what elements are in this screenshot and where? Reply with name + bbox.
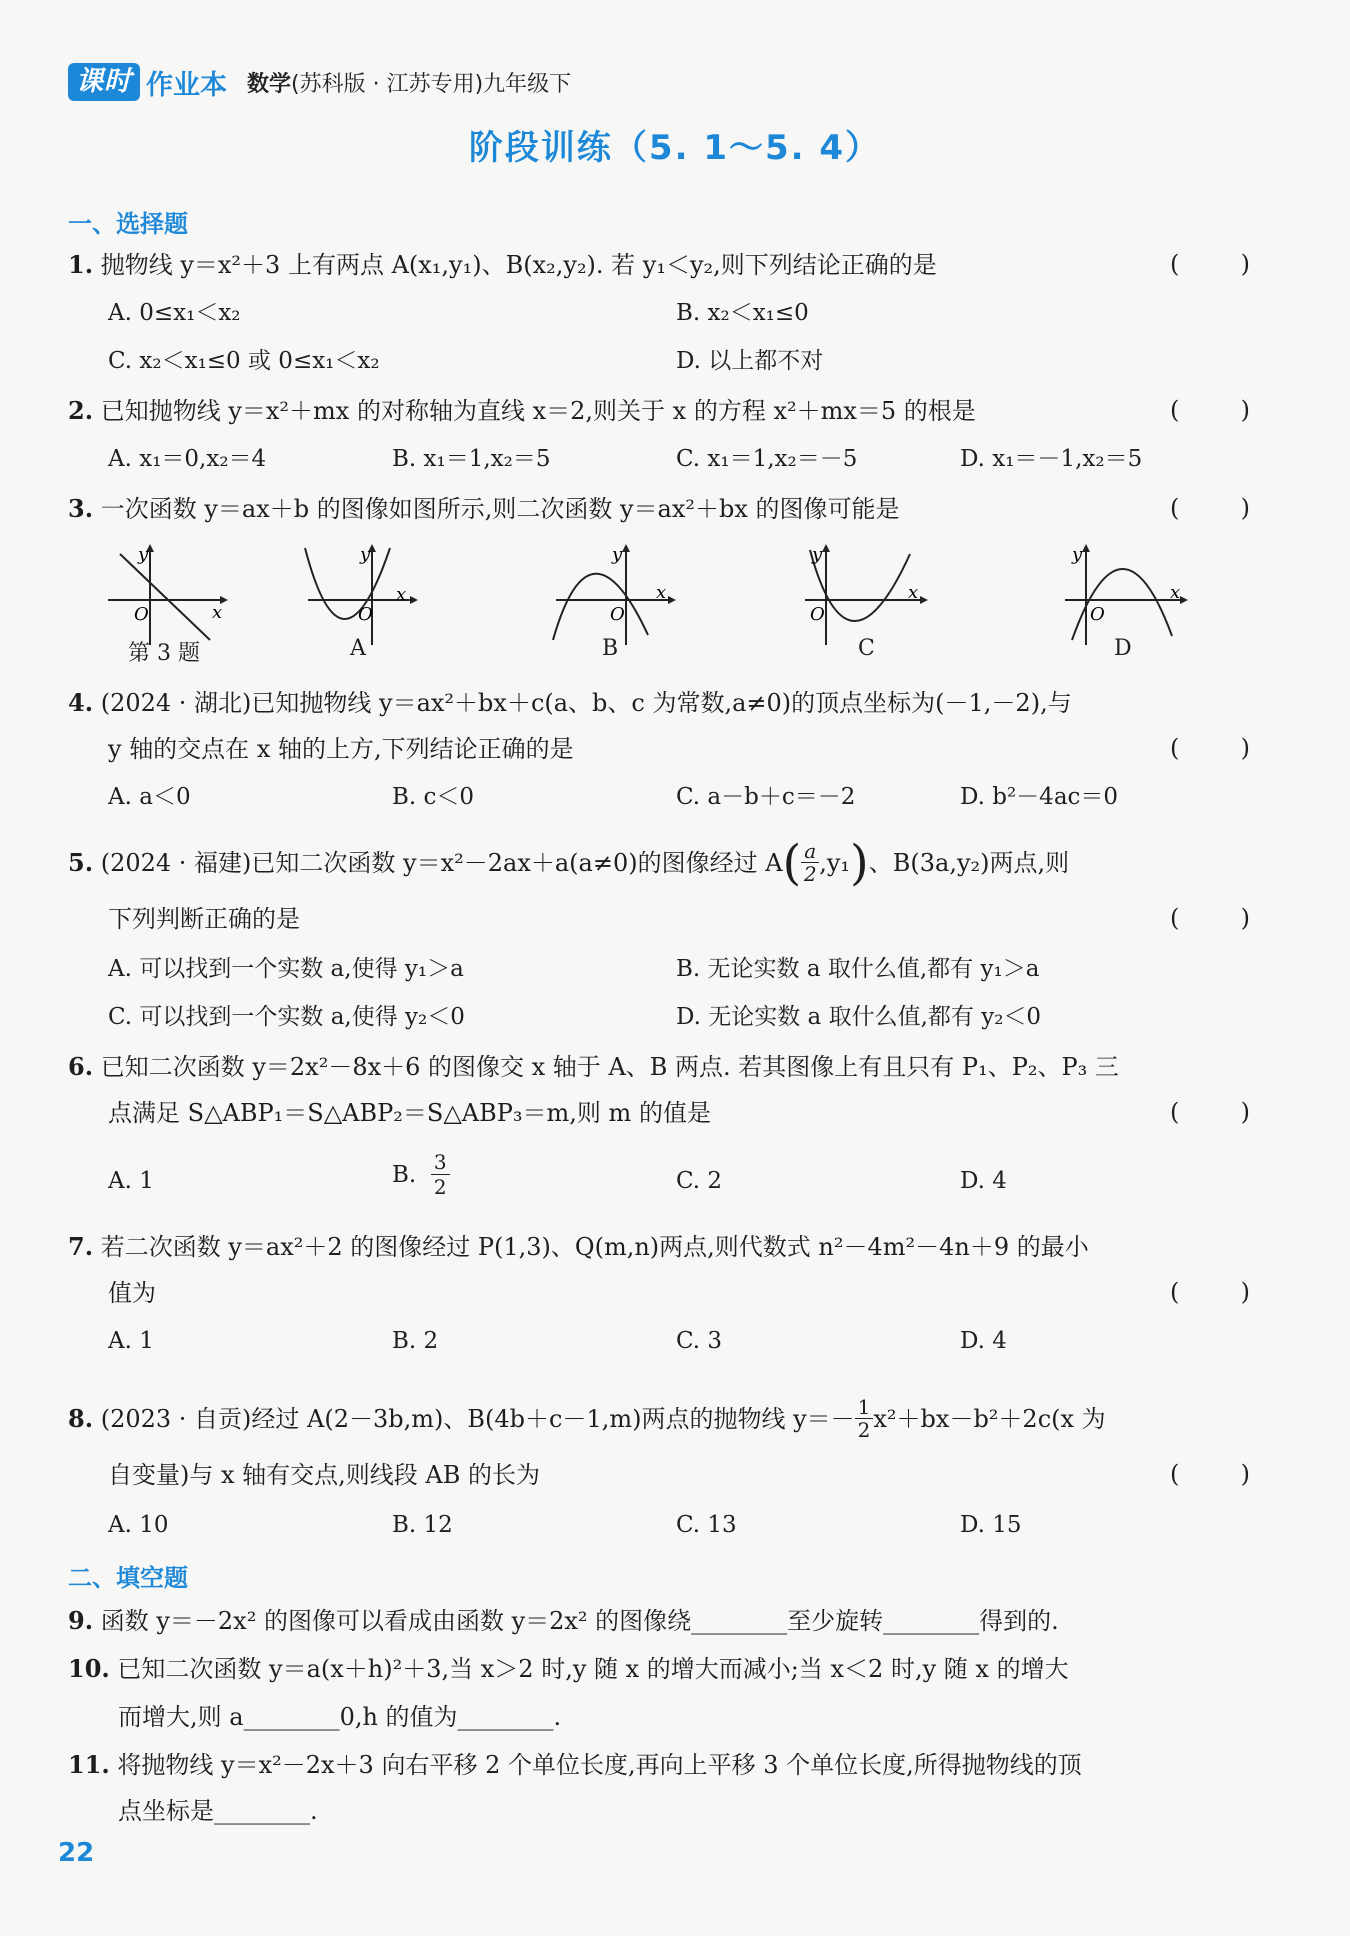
question-11	[68, 1750, 1082, 1780]
svg-text:x: x	[908, 582, 919, 603]
option-label-c: C	[858, 636, 875, 661]
option-c: C. 3	[676, 1328, 723, 1354]
question-stem: (2023 · 自贡)经过 A(2－3b,m)、B(4b＋c－1,m)两点的抛物线 y＝－	[100, 1404, 855, 1433]
option-a: A. 可以找到一个实数 a,使得 y₁＞a	[108, 956, 464, 982]
question-1	[68, 250, 937, 280]
question-stem: 已知二次函数 y＝a(x＋h)²＋3,当 x＞2 时,y 随 x 的增大而减小;当 x＜2 时,y 随 x 的增大	[117, 1655, 1069, 1683]
question-number: 6.	[68, 1052, 94, 1081]
question-stem: 若二次函数 y＝ax²＋2 的图像经过 P(1,3)、Q(m,n)两点,则代数式 n²－4m²－4n＋9 的最小	[100, 1233, 1089, 1261]
svg-text:x: x	[396, 584, 407, 605]
option-d: D. 15	[960, 1512, 1022, 1538]
svg-text:y: y	[812, 544, 823, 565]
figure-option-c	[800, 540, 930, 650]
svg-text:O: O	[810, 604, 825, 625]
fraction-3-over-2: 3 2	[431, 1150, 450, 1199]
page-title: 阶段训练（5. 1～5. 4）	[468, 128, 882, 168]
option-b: B. 12	[392, 1512, 453, 1538]
svg-text:y: y	[360, 544, 371, 565]
question-stem: (2024 · 福建)已知二次函数 y＝x²－2ax＋a(a≠0)的图像经过 A	[100, 848, 783, 877]
option-b: B. 2	[392, 1328, 439, 1354]
book-info: (苏科版 · 江苏专用)九年级下	[291, 71, 572, 97]
question-stem[interactable]: 函数 y＝－2x² 的图像可以看成由函数 y＝2x² 的图像绕________至少旋转________得到的.	[100, 1607, 1059, 1635]
svg-text:O: O	[358, 604, 373, 625]
option-a: A. a＜0	[108, 784, 191, 810]
option-a: A. 0≤x₁＜x₂	[108, 300, 241, 326]
option-b: B. x₁＝1,x₂＝5	[392, 446, 551, 472]
answer-paren[interactable]: ( )	[1170, 250, 1250, 278]
question-10	[68, 1654, 1069, 1684]
svg-text:y: y	[1072, 544, 1083, 565]
option-d: D. 4	[960, 1328, 1007, 1354]
question-5: 5. (2024 · 福建)已知二次函数 y＝x²－2ax＋a(a≠0)的图像经过 A ( a 2 ,y₁ ) 、B(3a,y₂)两点,则	[68, 834, 1070, 891]
question-number: 3.	[68, 494, 94, 523]
option-b: B. x₂＜x₁≤0	[676, 300, 809, 326]
question-4-line2: y 轴的交点在 x 轴的上方,下列结论正确的是	[108, 735, 574, 763]
question-number: 8.	[68, 1403, 94, 1433]
option-c: C. a－b＋c＝－2	[676, 784, 856, 810]
answer-paren[interactable]: ( )	[1170, 1098, 1250, 1126]
svg-text:O: O	[134, 604, 149, 625]
option-d: D. b²－4ac＝0	[960, 784, 1119, 810]
brand-logo	[68, 63, 227, 102]
question-7-line2: 值为	[108, 1279, 156, 1307]
fraction-a-over-2: a 2	[801, 840, 819, 885]
answer-paren[interactable]: ( )	[1170, 734, 1250, 762]
svg-text:y: y	[138, 544, 149, 565]
question-number: 9.	[68, 1606, 94, 1635]
svg-text:O: O	[1090, 604, 1105, 625]
question-9	[68, 1606, 1059, 1636]
question-6-line2: 点满足 S△ABP₁＝S△ABP₂＝S△ABP₃＝m,则 m 的值是	[108, 1099, 711, 1127]
question-number: 10.	[68, 1654, 110, 1683]
section-heading-fill: 二、填空题	[68, 1564, 188, 1592]
figure-caption: 第 3 题	[128, 641, 200, 666]
page-header	[68, 62, 571, 102]
question-stem: (2024 · 湖北)已知抛物线 y＝ax²＋bx＋c(a、b、c 为常数,a≠0)的顶点坐标为(－1,－2),与	[100, 689, 1072, 717]
option-a: A. 1	[108, 1168, 154, 1194]
page-number: 22	[58, 1838, 95, 1868]
question-8-line2: 自变量)与 x 轴有交点,则线段 AB 的长为	[108, 1461, 541, 1489]
figure-q3-linear	[100, 540, 230, 650]
option-c: C. x₁＝1,x₂＝－5	[676, 446, 858, 472]
question-5-line2: 下列判断正确的是	[108, 905, 300, 933]
question-8: 8. (2023 · 自贡)经过 A(2－3b,m)、B(4b＋c－1,m)两点的抛物线 y＝－ 1 2 x²＋bx－b²＋2c(x 为	[68, 1395, 1106, 1442]
subject-label: 数学	[247, 71, 292, 97]
option-b: B. 3 2	[392, 1150, 450, 1199]
option-d: D. x₁＝－1,x₂＝5	[960, 446, 1143, 472]
question-number: 2.	[68, 396, 94, 425]
figure-option-d	[1060, 540, 1190, 650]
svg-text:x: x	[1170, 582, 1181, 603]
logo-main-text: 课时	[68, 63, 140, 101]
answer-paren[interactable]: ( )	[1170, 494, 1250, 522]
svg-text:x: x	[212, 602, 223, 623]
svg-text:O: O	[610, 604, 625, 625]
question-stem: 已知抛物线 y＝x²＋mx 的对称轴为直线 x＝2,则关于 x 的方程 x²＋mx＝5 的根是	[100, 397, 976, 425]
option-c: C. 13	[676, 1512, 737, 1538]
figure-option-a	[300, 540, 420, 650]
option-d: D. 以上都不对	[676, 348, 824, 374]
option-c: C. x₂＜x₁≤0 或 0≤x₁＜x₂	[108, 348, 380, 374]
option-label-b: B	[602, 636, 619, 661]
question-stem: 抛物线 y＝x²＋3 上有两点 A(x₁,y₁)、B(x₂,y₂). 若 y₁＜y₂,则下列结论正确的是	[100, 251, 937, 279]
question-10-line2[interactable]: 而增大,则 a________0,h 的值为________.	[118, 1703, 562, 1731]
svg-text:x: x	[656, 582, 667, 603]
answer-paren[interactable]: ( )	[1170, 1460, 1250, 1488]
logo-sub-text: 作业本	[146, 69, 227, 101]
answer-paren[interactable]: ( )	[1170, 904, 1250, 932]
question-number: 7.	[68, 1232, 94, 1261]
option-b: B. c＜0	[392, 784, 475, 810]
question-stem: 已知二次函数 y＝2x²－8x＋6 的图像交 x 轴于 A、B 两点. 若其图像上有且只有 P₁、P₂、P₃ 三	[100, 1053, 1119, 1081]
question-11-line2[interactable]: 点坐标是________.	[118, 1797, 318, 1825]
option-c: C. 可以找到一个实数 a,使得 y₂＜0	[108, 1004, 465, 1030]
question-stem: 将抛物线 y＝x²－2x＋3 向右平移 2 个单位长度,再向上平移 3 个单位长度,所得抛物线的顶	[117, 1751, 1082, 1779]
option-label-d: D	[1114, 636, 1132, 661]
question-number: 5.	[68, 847, 94, 877]
option-a: A. 1	[108, 1328, 154, 1354]
answer-paren[interactable]: ( )	[1170, 396, 1250, 424]
option-c: C. 2	[676, 1168, 723, 1194]
option-d: D. 4	[960, 1168, 1007, 1194]
question-stem: 一次函数 y＝ax＋b 的图像如图所示,则二次函数 y＝ax²＋bx 的图像可能是	[100, 495, 900, 523]
figure-option-b	[548, 540, 678, 650]
question-2	[68, 396, 976, 426]
answer-paren[interactable]: ( )	[1170, 1278, 1250, 1306]
option-d: D. 无论实数 a 取什么值,都有 y₂＜0	[676, 1004, 1042, 1030]
option-label-a: A	[350, 636, 366, 661]
svg-text:y: y	[612, 544, 623, 565]
question-number: 1.	[68, 250, 94, 279]
option-a: A. 10	[108, 1512, 169, 1538]
question-4	[68, 688, 1072, 718]
question-7	[68, 1232, 1089, 1262]
question-6	[68, 1052, 1119, 1082]
question-number: 11.	[68, 1750, 110, 1779]
fraction-1-over-2: 1 2	[855, 1396, 874, 1441]
question-3	[68, 494, 900, 524]
option-a: A. x₁＝0,x₂＝4	[108, 446, 267, 472]
question-number: 4.	[68, 688, 94, 717]
section-heading-choice: 一、选择题	[68, 210, 188, 238]
option-b: B. 无论实数 a 取什么值,都有 y₁＞a	[676, 956, 1040, 982]
